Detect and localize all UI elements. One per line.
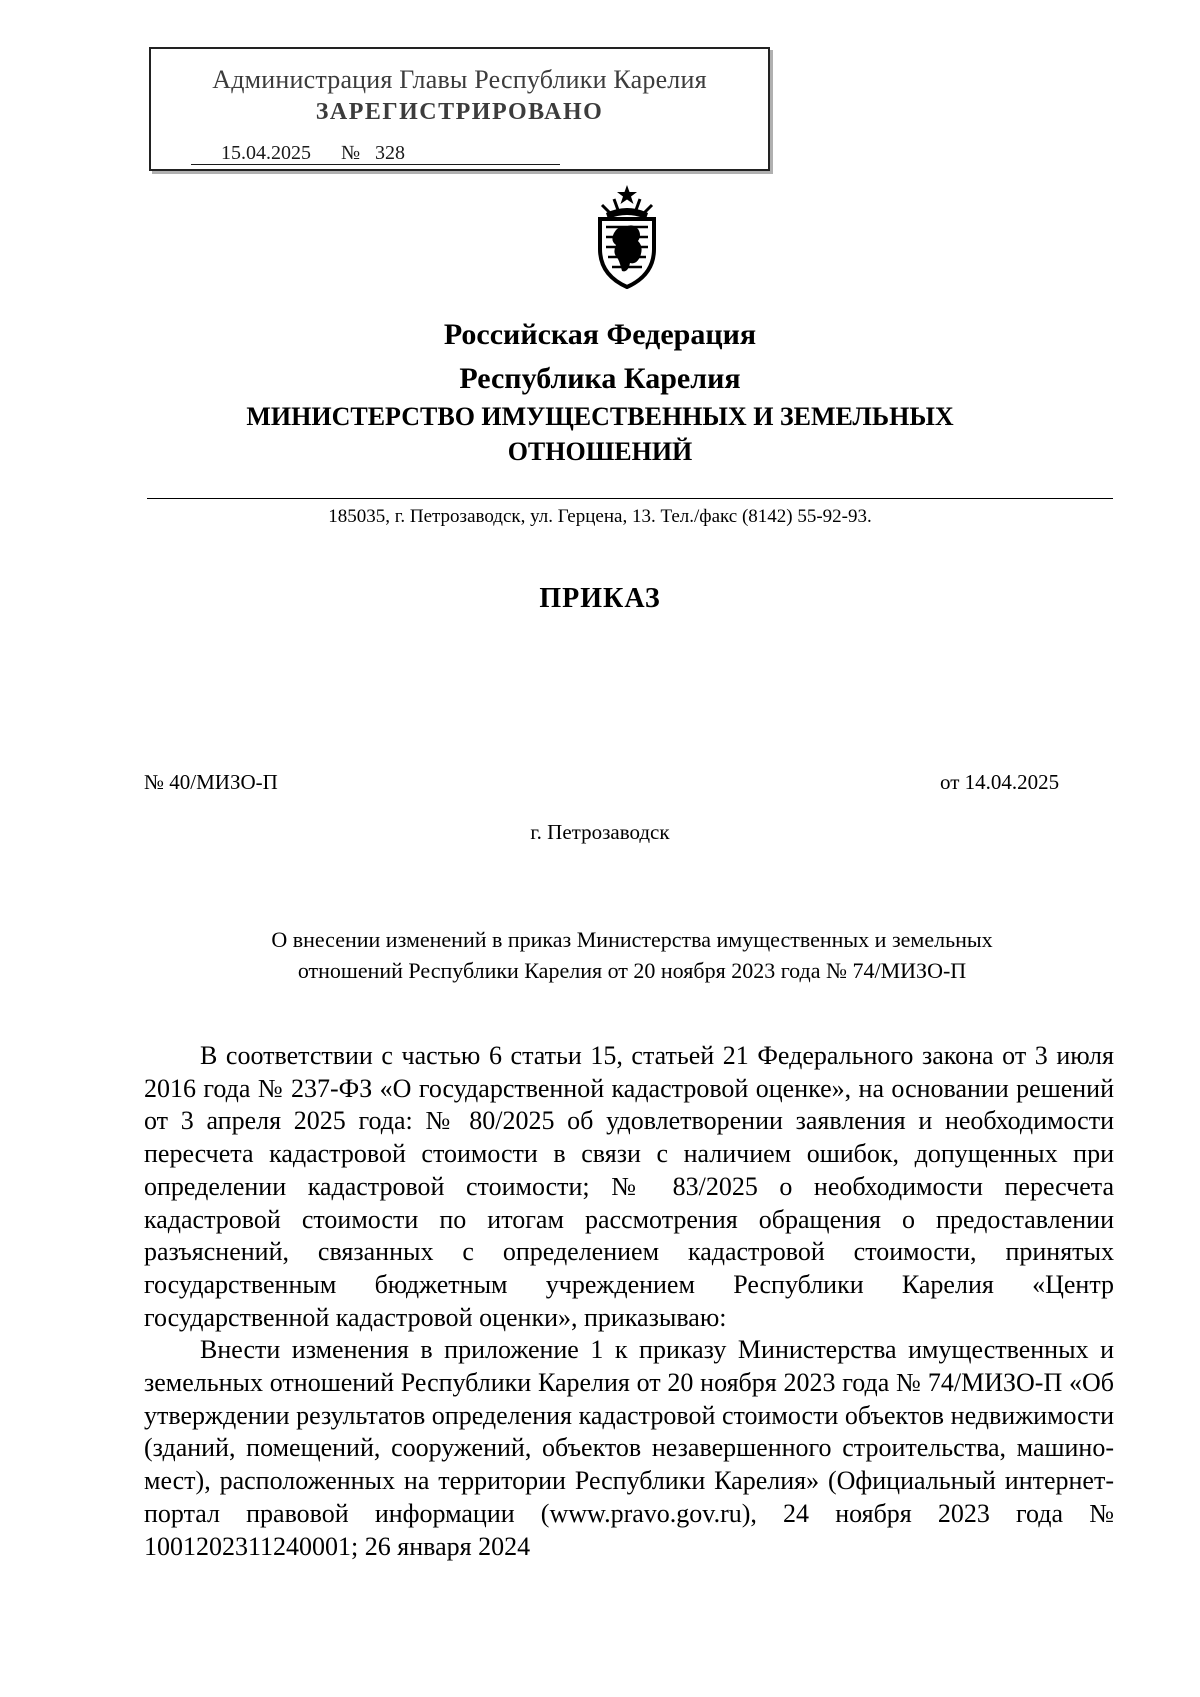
header-divider xyxy=(147,498,1113,499)
order-number: № 40/МИЗО-П xyxy=(144,770,278,794)
order-subject xyxy=(150,924,1114,986)
ministry-title-line2: ОТНОШЕНИЙ xyxy=(507,437,693,466)
stamp-number-sign: № xyxy=(341,142,365,165)
order-subject-line1: О внесении изменений в приказ Министерства имущественных и земельных xyxy=(271,927,993,952)
stamp-registration-line xyxy=(191,142,560,165)
stamp-date: 15.04.2025 xyxy=(191,142,341,165)
document-type: ПРИКАЗ xyxy=(539,583,661,614)
karelia-coat-of-arms-icon xyxy=(588,183,666,289)
stamp-registered-label: ЗАРЕГИСТРИРОВАНО xyxy=(315,99,604,125)
stamp-authority: Администрация Главы Республики Карелия xyxy=(212,65,707,94)
body-paragraph: Внести изменения в приложение 1 к приказу Министерства имущественных и земельных отношений Республики Карелия от 20 ноября 2023 года № 74/МИЗО-П «Об утверждении результатов определения кадастровой стоимости объектов недвижимости (зданий, помещений, сооружений, объектов незавершенного строительства, машино-мест), расположенных на территории Республики Карелия» (Официальный интернет-портал правовой информации (www.pravo.gov.ru), 24 ноября 2023 года № 1001202311240001; 26 января 2024 xyxy=(144,1335,1114,1561)
country-title: Российская Федерация xyxy=(443,318,757,351)
body-paragraph: В соответствии с частью 6 статьи 15, статьей 21 Федерального закона от 3 июля 2016 года № 237-ФЗ «О государственной кадастровой оценке», на основании решений от 3 апреля 2025 года: № 80/2025 об удовлетворении заявления и необходимости пересчета кадастровой стоимости в связи с наличием ошибок, допущенных при определении кадастровой стоимости; № 83/2025 о необходимости пересчета кадастровой стоимости по итогам рассмотрения обращения о предоставлении разъяснений, связанных с определением кадастровой стоимости, принятых государственным бюджетным учреждением Республики Карелия «Центр государственной кадастровой оценки», приказываю: xyxy=(144,1041,1114,1332)
republic-title: Республика Карелия xyxy=(459,362,741,395)
order-date: от 14.04.2025 xyxy=(940,770,1060,794)
document-city: г. Петрозаводск xyxy=(530,820,670,844)
order-subject-line2: отношений Республики Карелия от 20 ноября 2023 года № 74/МИЗО-П xyxy=(297,958,967,983)
order-body xyxy=(144,1040,1114,1563)
ministry-address: 185035, г. Петрозаводск, ул. Герцена, 13. Тел./факс (8142) 55-92-93. xyxy=(328,506,872,527)
stamp-number: 328 xyxy=(365,142,560,165)
registration-stamp xyxy=(149,47,770,171)
ministry-title-line1: МИНИСТЕРСТВО ИМУЩЕСТВЕННЫХ И ЗЕМЕЛЬНЫХ xyxy=(246,402,954,431)
